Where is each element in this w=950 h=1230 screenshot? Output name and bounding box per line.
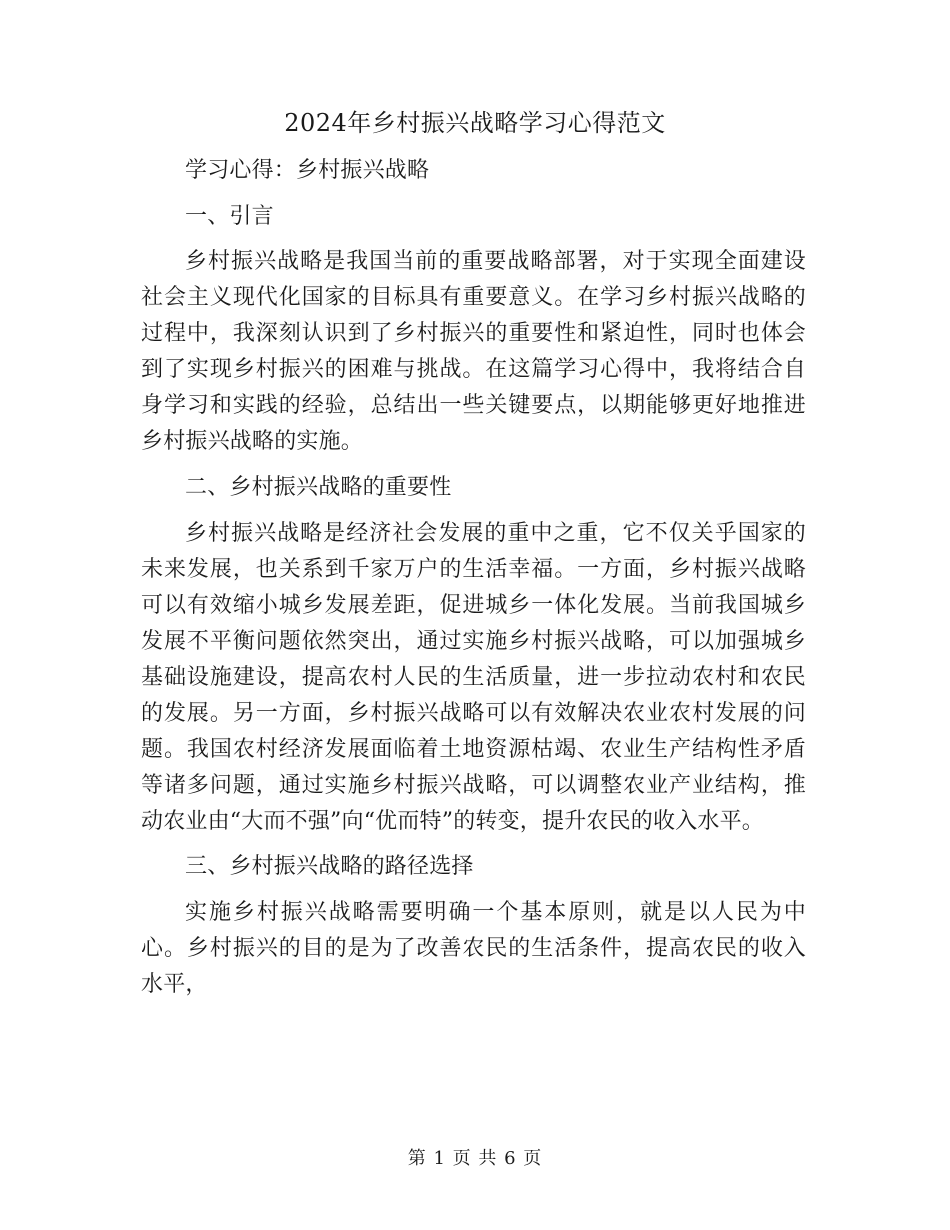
section-heading-importance: 二、乡村振兴战略的重要性: [185, 475, 452, 501]
document-title: 2024年乡村振兴战略学习心得范文: [284, 109, 666, 137]
subtitle-paragraph: 学习心得：乡村振兴战略: [185, 158, 430, 183]
page-number-footer: 第 1 页 共 6 页: [407, 1148, 543, 1169]
body-paragraph: 乡村振兴战略是经济社会发展的重中之重，它不仅关乎国家的未来发展，也关系到千家万户的生活幸福。一方面，乡村振兴战略可以有效缩小城乡发展差距，促进城乡一体化发展。当前我国城乡发展不平衡问题依然突出，通过实施乡村振兴战略，可以加强城乡基础设施建设，提高农村人民的生活质量，进一步拉动农村和农民的发展。另一方面，乡村振兴战略可以有效解决农业农村发展的问题。我国农村经济发展面临着土地资源枯竭、农业生产结构性矛盾等诸多问题，通过实施乡村振兴战略，可以调整农业产业结构，推动农业由“大而不强”向“优而特”的转变，提升农民的收入水平。: [141, 520, 806, 834]
body-paragraph: 实施乡村振兴战略需要明确一个基本原则，就是以人民为中心。乡村振兴的目的是为了改善农民的生活条件，提高农民的收入水平，: [141, 900, 806, 998]
body-paragraph: 乡村振兴战略是我国当前的重要战略部署，对于实现全面建设社会主义现代化国家的目标具有重要意义。在学习乡村振兴战略的过程中，我深刻认识到了乡村振兴的重要性和紧迫性，同时也体会到了实现乡村振兴的困难与挑战。在这篇学习心得中，我将结合自身学习和实践的经验，总结出一些关键要点，以期能够更好地推进乡村振兴战略的实施。: [141, 249, 806, 455]
document-body: [141, 153, 806, 1013]
section-heading-path: 三、乡村振兴战略的路径选择: [185, 854, 474, 880]
section-heading-introduction: 一、引言: [185, 203, 274, 229]
